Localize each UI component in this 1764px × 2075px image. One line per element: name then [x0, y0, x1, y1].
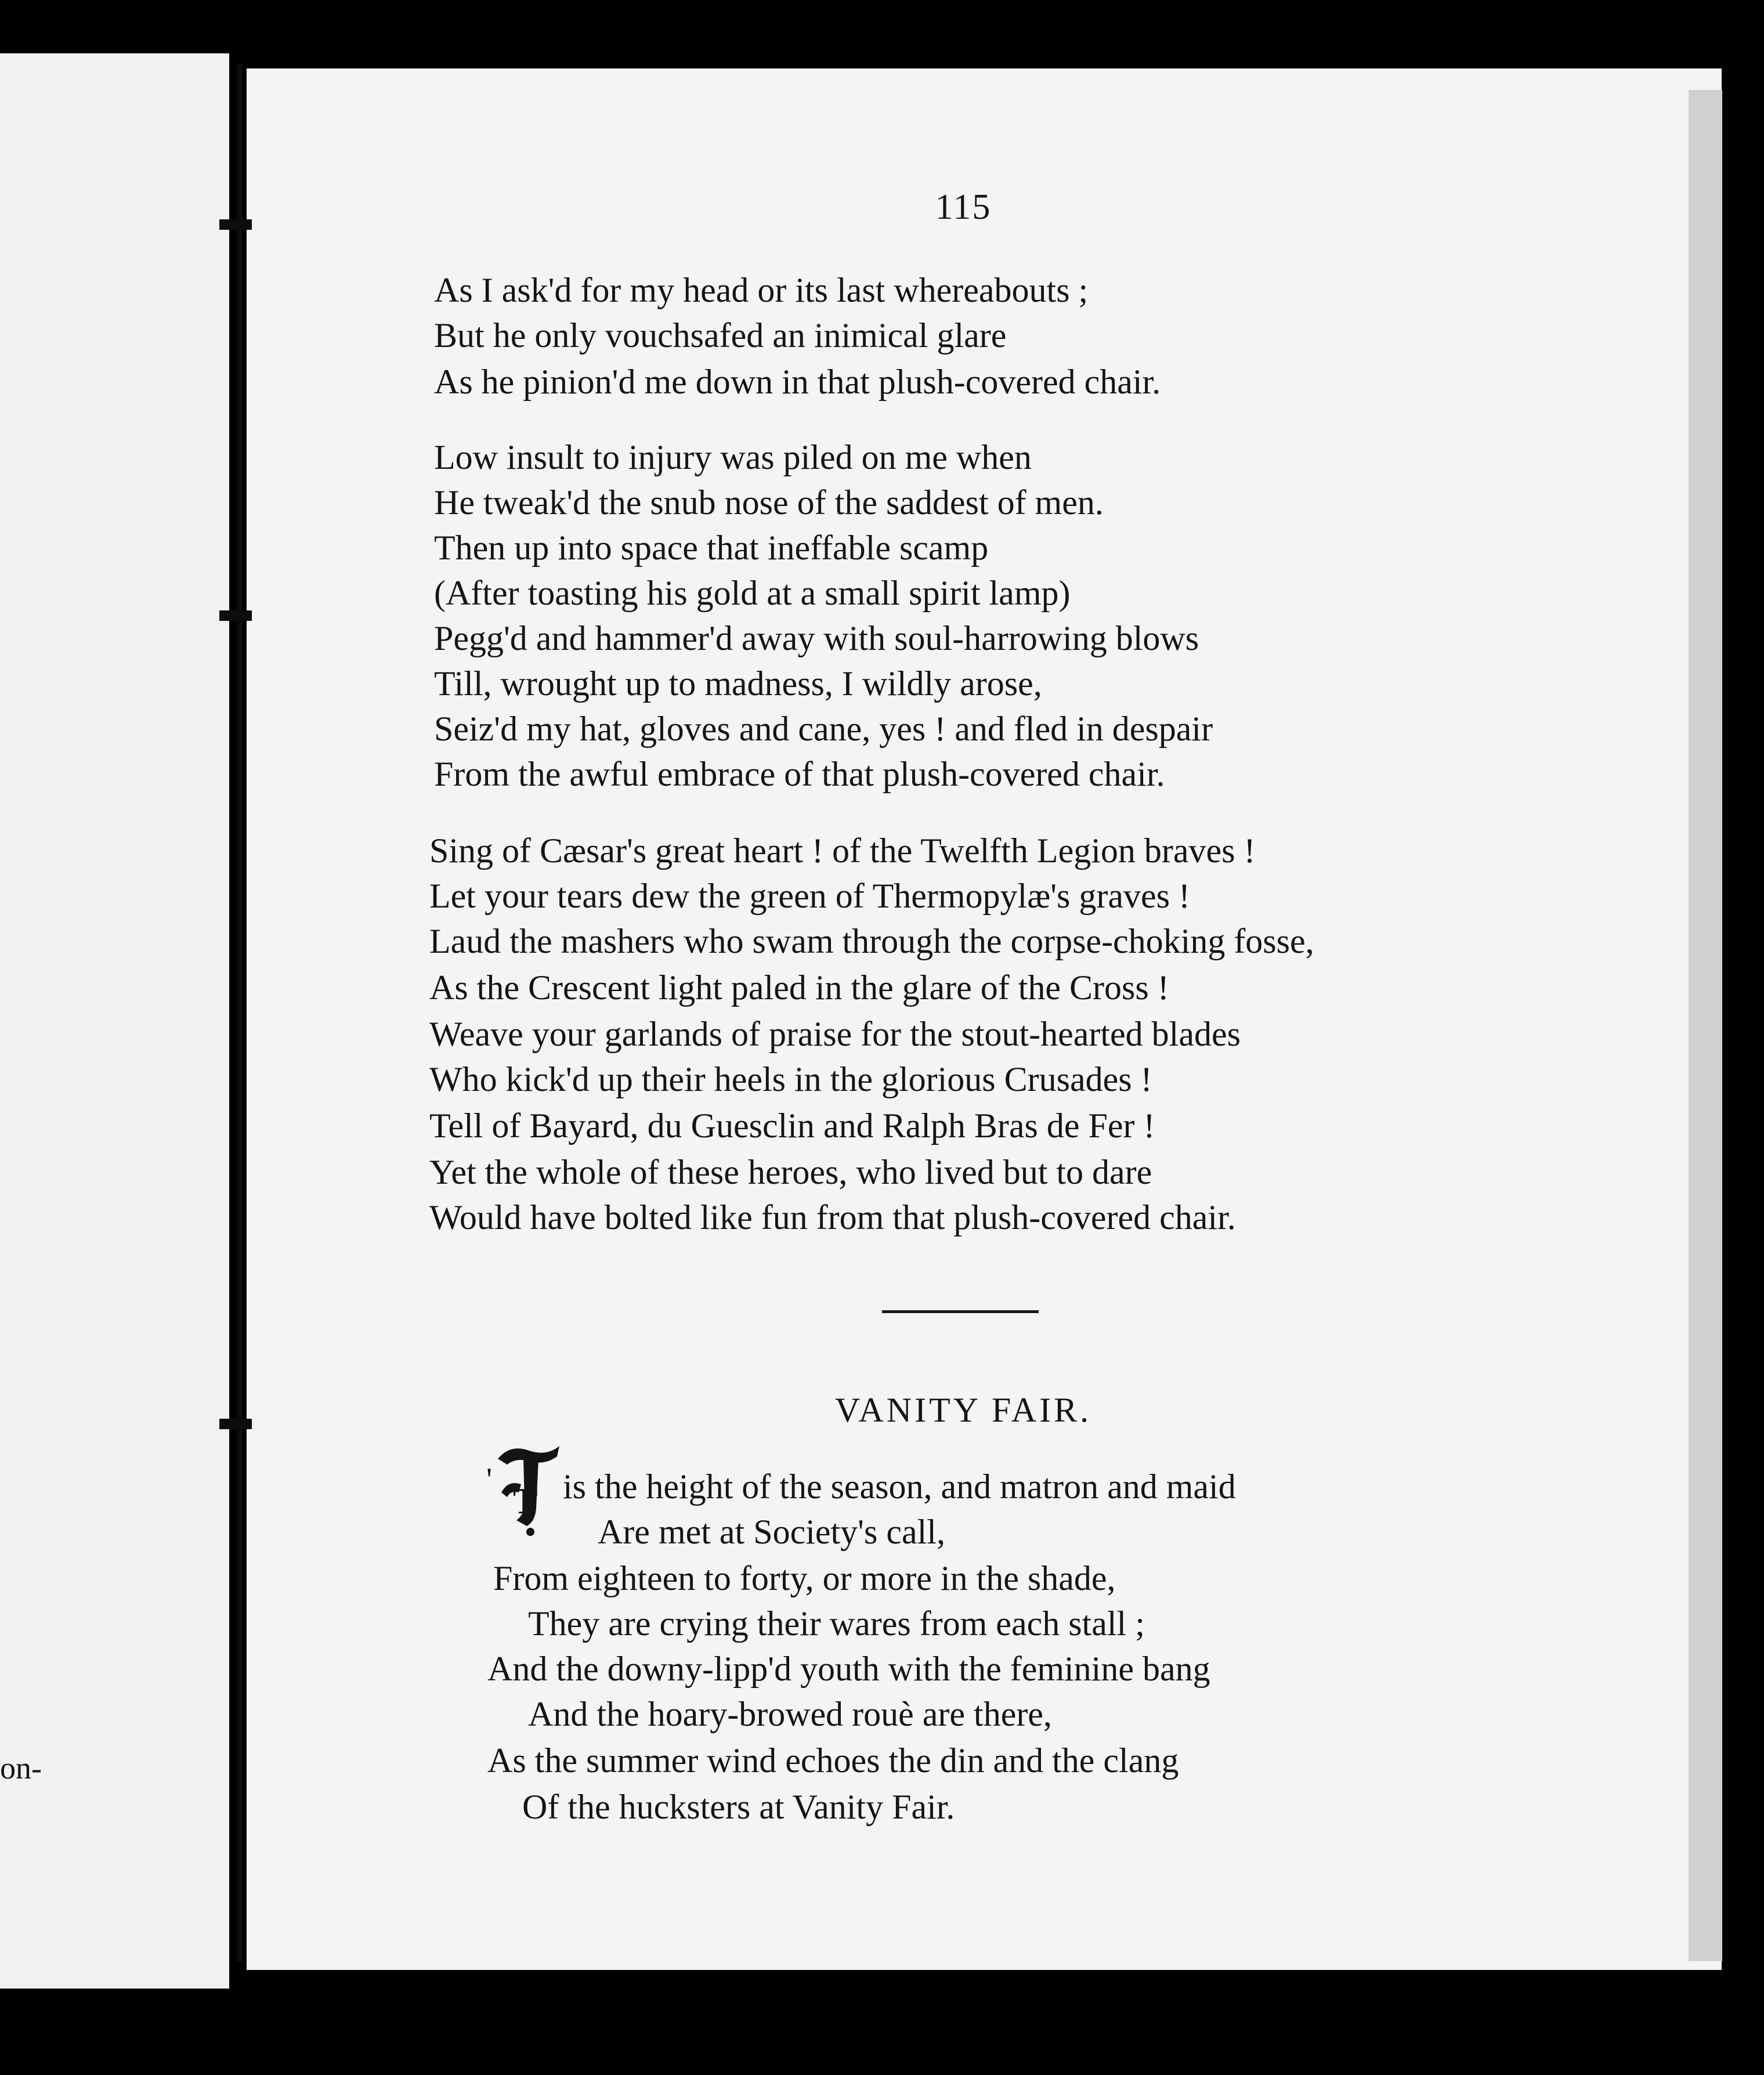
- section-divider: [882, 1310, 1039, 1313]
- poem-line: is the height of the season, and matron and maid: [563, 1467, 1236, 1506]
- poem-line: Yet the whole of these heroes, who lived but to dare: [429, 1153, 1152, 1191]
- poem-line: Of the hucksters at Vanity Fair.: [522, 1788, 955, 1826]
- left-page: [0, 53, 229, 1989]
- poem-line: From eighteen to forty, or more in the shade,: [493, 1559, 1116, 1597]
- poem-line: (After toasting his gold at a small spirit lamp): [434, 574, 1071, 612]
- poem-line: Are met at Society's call,: [598, 1513, 945, 1551]
- binding-line: [237, 64, 243, 1961]
- poem-line: And the hoary-browed rouè are there,: [528, 1695, 1052, 1733]
- poem-line: As the Crescent light paled in the glare of the Cross !: [429, 968, 1169, 1007]
- page-number: 115: [935, 187, 992, 227]
- binding-stitch: [219, 610, 252, 621]
- poem-line: As the summer wind echoes the din and the clang: [487, 1741, 1179, 1780]
- poem-line: Laud the mashers who swam through the corpse-choking fosse,: [429, 922, 1314, 960]
- poem-line: Let your tears dew the green of Thermopylæ's graves !: [429, 877, 1190, 915]
- poem-title: VANITY FAIR.: [834, 1391, 1092, 1429]
- poem-line: And the downy-lipp'd youth with the feminine bang: [487, 1650, 1210, 1688]
- poem-line: Pegg'd and hammer'd away with soul-harrowing blows: [434, 619, 1199, 657]
- poem-line: As he pinion'd me down in that plush-covered chair.: [434, 363, 1161, 401]
- poem-line: Sing of Cæsar's great heart ! of the Twelfth Legion braves !: [429, 832, 1256, 870]
- svg-text:T: T: [513, 1480, 538, 1521]
- poem-line: From the awful embrace of that plush-covered chair.: [434, 755, 1165, 793]
- poem-line: Tell of Bayard, du Guesclin and Ralph Bras de Fer !: [429, 1107, 1155, 1145]
- poem-line: Then up into space that ineffable scamp: [434, 529, 989, 567]
- page-edge-shadow: [1689, 90, 1722, 1961]
- poem-line: As I ask'd for my head or its last whereabouts ;: [434, 271, 1089, 309]
- binding-stitch: [219, 219, 252, 230]
- binding-stitch: [219, 1419, 252, 1429]
- poem-line: They are crying their wares from each stall ;: [528, 1604, 1145, 1643]
- poem-line: Seiz'd my hat, gloves and cane, yes ! and fled in despair: [434, 710, 1213, 748]
- poem-line: Weave your garlands of praise for the stout-hearted blades: [429, 1015, 1241, 1053]
- poem-line: Till, wrought up to madness, I wildly arose,: [434, 664, 1042, 703]
- ornamental-dropcap: [493, 1439, 563, 1538]
- poem-line: Who kick'd up their heels in the glorious Crusades !: [429, 1060, 1152, 1098]
- poem-line: But he only vouchsafed an inimical glare: [434, 316, 1007, 355]
- poem-line: He tweak'd the snub nose of the saddest of men.: [434, 483, 1104, 522]
- poem-line: Would have bolted like fun from that plush-covered chair.: [429, 1198, 1236, 1237]
- poem-line: Low insult to injury was piled on me when: [434, 438, 1032, 476]
- left-page-fragment: on-: [0, 1751, 42, 1785]
- dropcap-quote: ': [486, 1462, 493, 1498]
